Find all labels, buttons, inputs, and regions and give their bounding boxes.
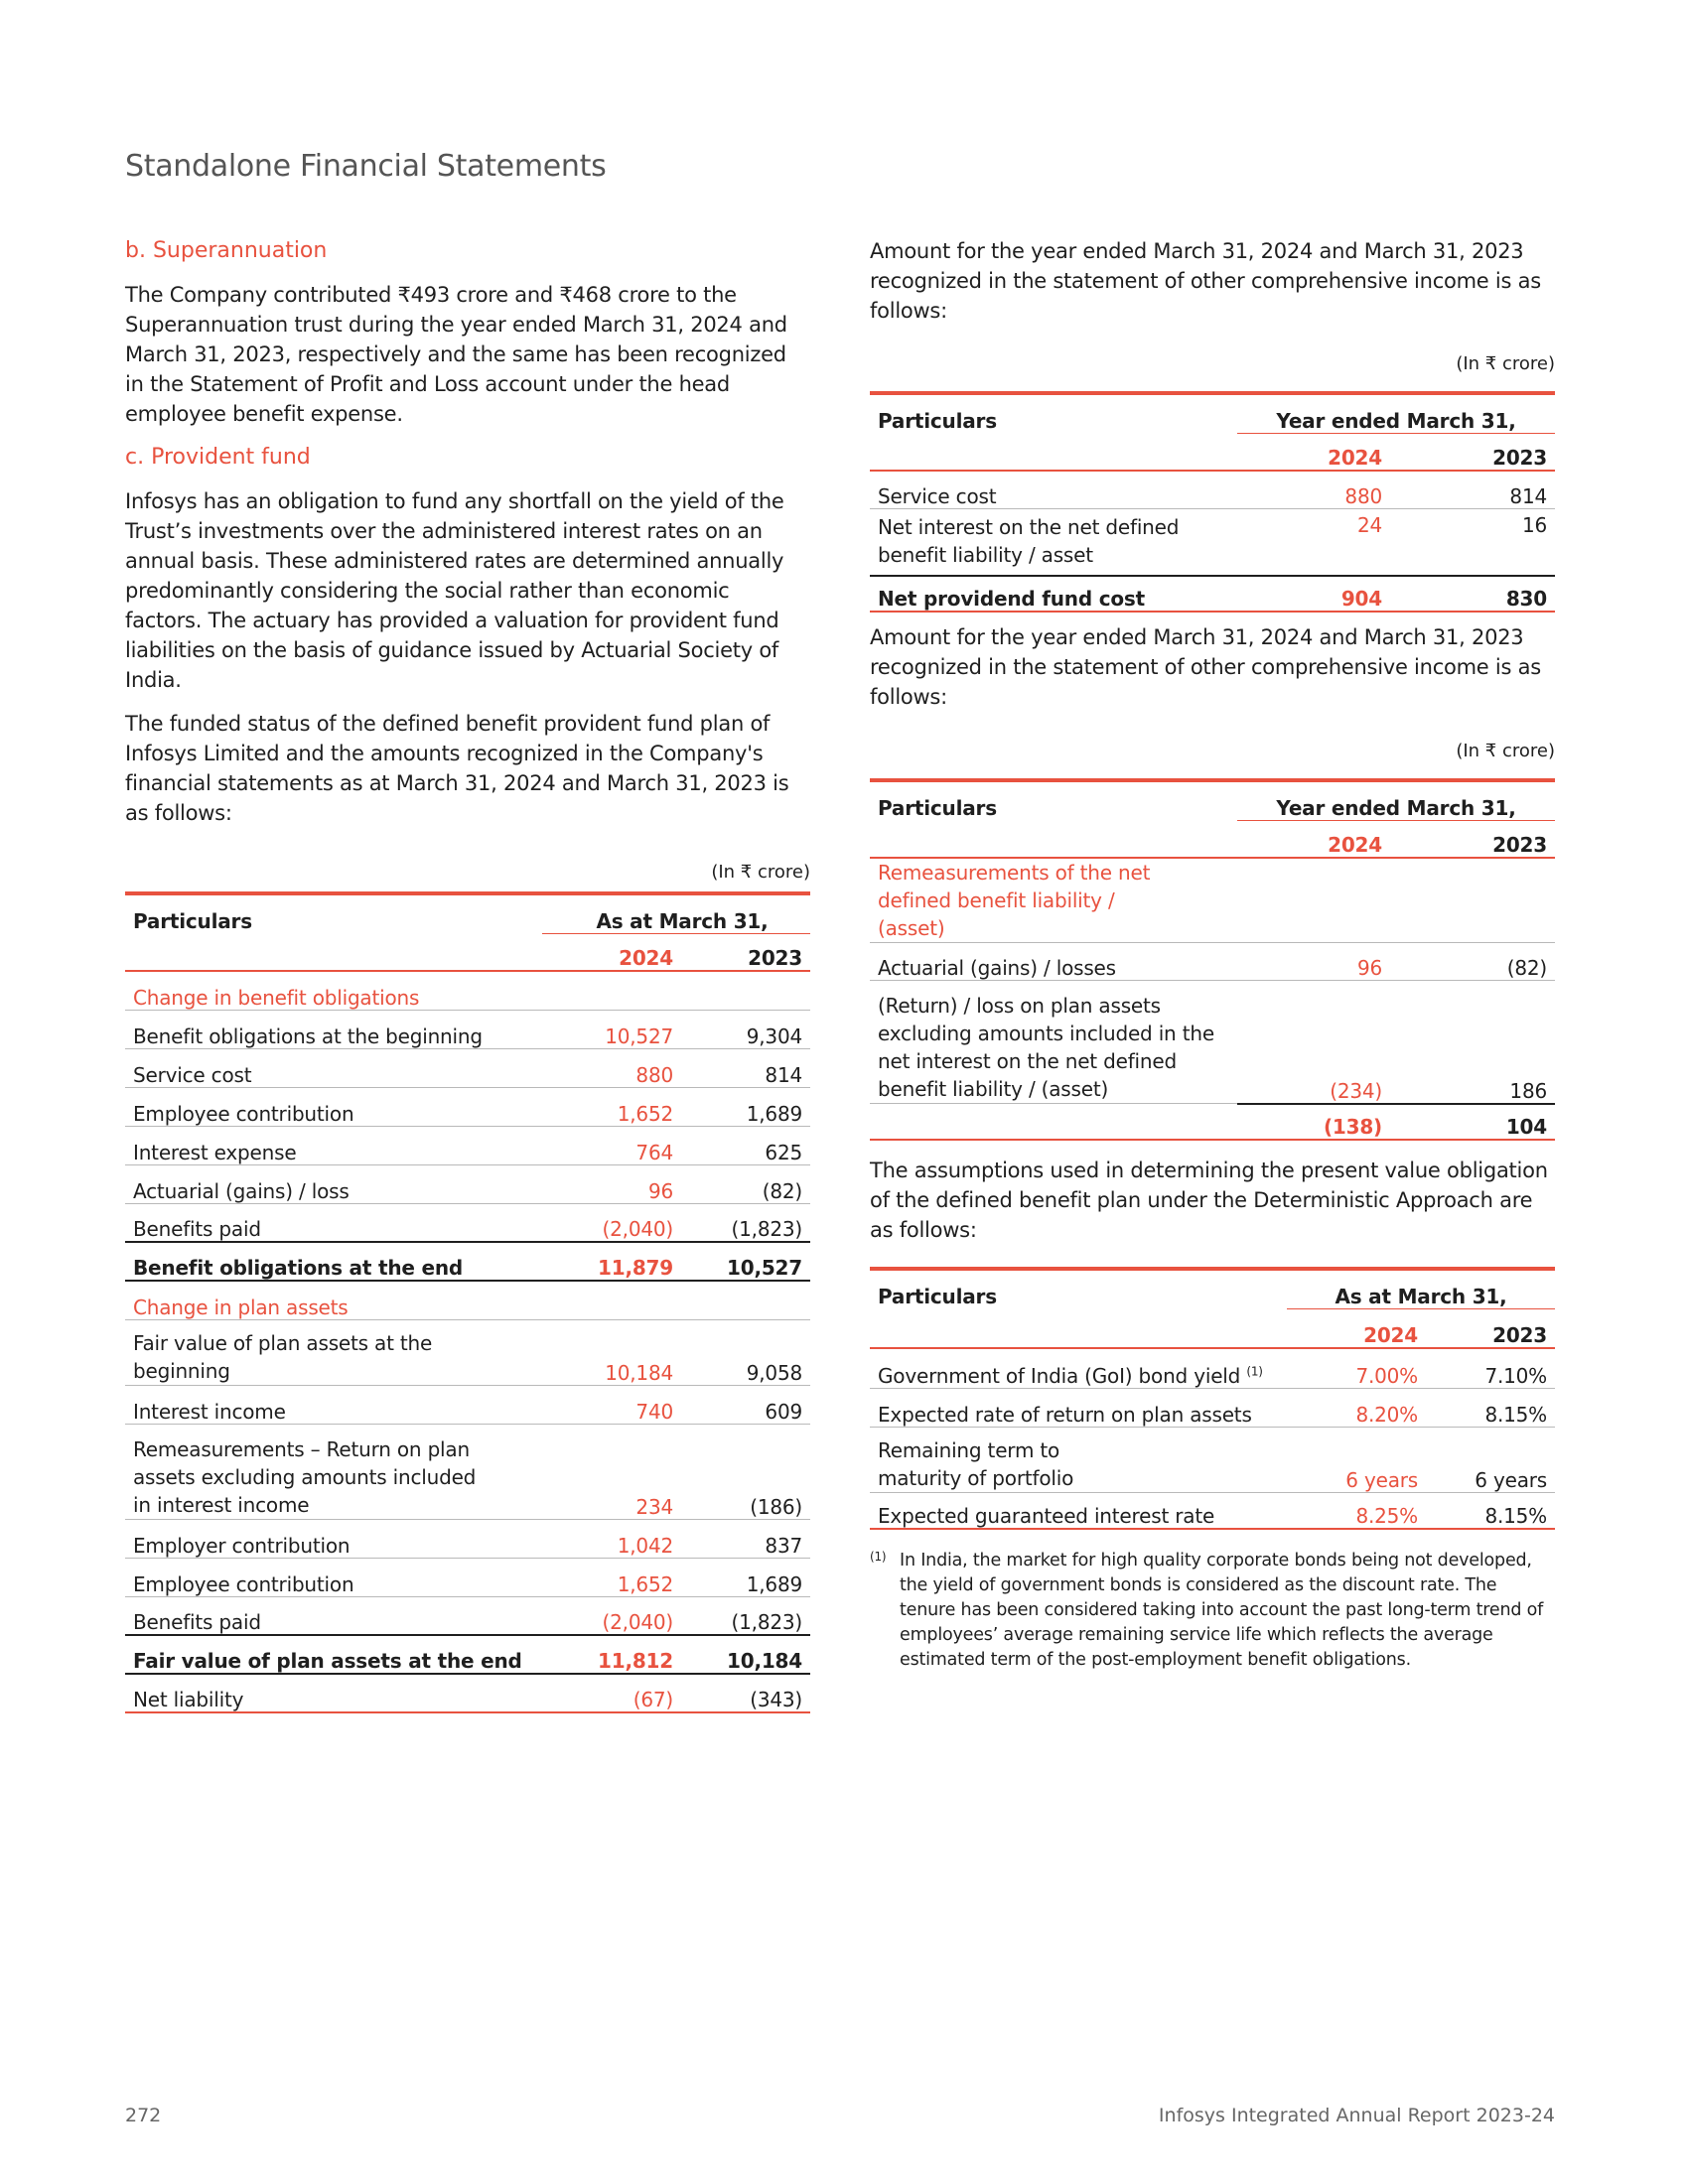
left-column: [125, 236, 810, 828]
table1-header-group: As at March 31,: [542, 893, 810, 933]
footnote-ref: (1): [1246, 1363, 1263, 1378]
table-row: Benefit obligations at the beginning 10,527 9,304: [125, 1010, 810, 1048]
table-row: (Return) / loss on plan assets excluding amounts included in the net interest on the net defined benefit liability / (asset) (234) 186: [870, 981, 1555, 1104]
table-total-row: Net providend fund cost 904 830: [870, 576, 1555, 612]
table3-header-particulars: Particulars: [878, 796, 997, 820]
table3-header-group: Year ended March 31,: [1237, 780, 1555, 820]
table1-section-obligations: Change in benefit obligations: [125, 971, 542, 1010]
footnote-text: In India, the market for high quality corporate bonds being not developed, the yield of government bonds is considered as the discount rate. The tenure has been considered taking into account the past long-term trend of employees’ average remaining service life which reflects the average estimated term of the post-employment benefit obligations.: [900, 1551, 1544, 1670]
table-row: Employer contribution 1,042 837: [125, 1519, 810, 1558]
benefit-table: [125, 891, 810, 1713]
table4-year-current: 2024: [1287, 1308, 1426, 1348]
table-total-row: Benefit obligations at the end 11,879 10,527: [125, 1242, 810, 1281]
table-row: Benefits paid (2,040) (1,823): [125, 1596, 810, 1635]
table3-unit: (In ₹ crore): [1456, 741, 1555, 761]
table-row: Interest expense 764 625: [125, 1126, 810, 1164]
report-name: Infosys Integrated Annual Report 2023-24: [1158, 2105, 1555, 2126]
table1-year-prior: 2023: [681, 933, 810, 971]
intro-3: Amount for the year ended March 31, 2024 and March 31, 2023 recognized in the statement of other comprehensive income is as follows:: [870, 625, 1541, 709]
provident-text-2: The funded status of the defined benefit provident fund plan of Infosys Limited and the amounts recognized in the Company's financial statements as at March 31, 2024 and March 31, 2023 is as follows:: [125, 712, 789, 825]
footnote: [870, 1549, 1555, 1673]
page-number: 272: [125, 2105, 162, 2126]
table3-section: Remeasurements of the net defined benefit liability / (asset): [870, 858, 1237, 943]
table-row: Benefits paid (2,040) (1,823): [125, 1203, 810, 1242]
table-row: Government of India (GoI) bond yield $^{(1)}$ 7.00% 7.10%: [870, 1348, 1555, 1388]
footnote-mark: (1): [870, 1550, 887, 1564]
table4-header-particulars: Particulars: [878, 1285, 997, 1308]
table-row: Remeasurements – Return on plan assets excluding amounts included in interest income 234 (186): [125, 1424, 810, 1519]
pf-cost-table: [870, 391, 1555, 613]
intro-4: The assumptions used in determining the present value obligation of the defined benefit plan under the Deterministic Approach are as follows:: [870, 1159, 1548, 1242]
intro-3-block: [870, 622, 1555, 712]
table1-header-particulars: Particulars: [133, 909, 252, 933]
superannuation-text: The Company contributed ₹493 crore and ₹468 crore to the Superannuation trust during the year ended March 31, 2024 and March 31, 2023, respectively and the same has been recognized in the Statement of Profit and Loss account under the head employee benefit expense.: [125, 283, 787, 426]
table-row: Service cost 880 814: [870, 471, 1555, 508]
oci-table: [870, 778, 1555, 1141]
pf-cost-table-block: [870, 353, 1555, 613]
table-row: Employee contribution 1,652 1,689: [125, 1558, 810, 1596]
intro-4-block: [870, 1156, 1555, 1245]
table-row: Service cost 880 814: [125, 1048, 810, 1087]
table2-header-group: Year ended March 31,: [1237, 393, 1555, 433]
provident-text-1: Infosys has an obligation to fund any shortfall on the yield of the Trust’s investments over the administered interest rates on an annual basis. These administered rates are determined annually predominantly considering the social rather than economic factors. The actuary has provided a valuation for provident fund liabilities on the basis of guidance issued by Actuarial Society of India.: [125, 489, 784, 692]
benefit-table-block: [125, 862, 810, 1713]
intro-2: Amount for the year ended March 31, 2024 and March 31, 2023 recognized in the statement of other comprehensive income is as follows:: [870, 239, 1541, 323]
table3-year-current: 2024: [1237, 820, 1406, 858]
assumptions-table: [870, 1267, 1555, 1530]
table-row: Interest income 740 609: [125, 1385, 810, 1424]
table-row: Remaining term to maturity of portfolio 6 years 6 years: [870, 1427, 1555, 1492]
table-row: Fair value of plan assets at the beginning 10,184 9,058: [125, 1319, 810, 1385]
table-row: Expected guaranteed interest rate 8.25% 8.15%: [870, 1492, 1555, 1529]
table1-unit: (In ₹ crore): [711, 862, 810, 883]
table-total-row: Fair value of plan assets at the end 11,812 10,184: [125, 1635, 810, 1674]
table2-year-prior: 2023: [1406, 433, 1555, 471]
assumptions-table-block: [870, 1267, 1555, 1530]
table2-unit: (In ₹ crore): [1456, 353, 1555, 374]
table4-header-group: As at March 31,: [1287, 1269, 1555, 1308]
table-net-row: Net liability (67) (343): [125, 1674, 810, 1712]
table-row: Actuarial (gains) / loss 96 (82): [125, 1164, 810, 1203]
table-row: Actuarial (gains) / losses 96 (82): [870, 943, 1555, 981]
table-row: Expected rate of return on plan assets 8.20% 8.15%: [870, 1388, 1555, 1427]
oci-table-block: [870, 741, 1555, 1141]
provident-heading: c. Provident fund: [125, 445, 311, 470]
superannuation-heading: b. Superannuation: [125, 238, 328, 263]
table2-header-particulars: Particulars: [878, 409, 997, 433]
table-row: Employee contribution 1,652 1,689: [125, 1087, 810, 1126]
table-row: Net interest on the net defined benefit liability / asset 24 16: [870, 508, 1555, 576]
table1-year-current: 2024: [542, 933, 681, 971]
table4-year-prior: 2023: [1426, 1308, 1555, 1348]
table2-year-current: 2024: [1237, 433, 1406, 471]
page-title: Standalone Financial Statements: [125, 149, 607, 184]
table3-year-prior: 2023: [1406, 820, 1555, 858]
table1-section-assets: Change in plan assets: [125, 1281, 542, 1319]
right-column-top: [870, 236, 1555, 326]
table-total-row: (138) 104: [870, 1104, 1555, 1140]
